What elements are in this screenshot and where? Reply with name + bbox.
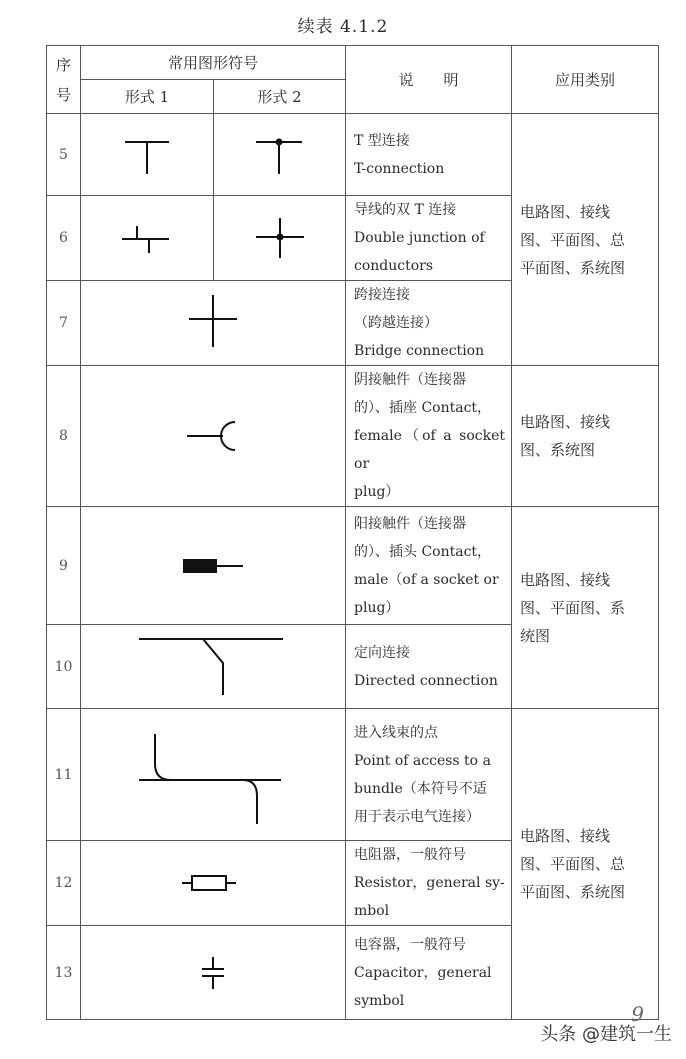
desc-header: 说 明 [346,46,512,114]
row-description: 进入线束的点 Point of access to a bundle（本符号不适 用于表示电气连接） [346,709,512,841]
row-description: 导线的双 T 连接 Double junction of conductors [346,196,512,281]
table-row [47,709,659,841]
symbols-header: 常用图形符号 [81,46,346,80]
double-junction-dot-icon [214,196,346,281]
form1-header: 形式 1 [81,80,214,114]
row-number: 6 [47,196,81,281]
category-header: 应用类别 [512,46,659,114]
row-description: 阴接触件（连接器 的）、插座 Contact， female（of a socket or plug） [346,366,512,507]
bundle-access-icon [81,709,346,841]
symbol-table [46,45,659,1020]
header-row-1 [47,46,659,80]
table-row [47,366,659,507]
row-number: 10 [47,625,81,709]
bridge-connection-icon [81,281,346,366]
row-number: 9 [47,507,81,625]
row-number: 5 [47,114,81,196]
category-cell: 电路图、接线 图、平面图、总 平面图、系统图 [512,114,659,366]
watermark: 头条 @建筑一生 [540,1024,672,1045]
row-description: 跨接连接 （跨越连接） Bridge connection [346,281,512,366]
double-junction-icon [81,196,214,281]
row-number: 13 [47,926,81,1020]
row-description: 阳接触件（连接器 的）、插头 Contact， male（of a socket or plug） [346,507,512,625]
seq-header: 序 号 [47,46,81,114]
row-number: 12 [47,841,81,926]
row-description: 定向连接 Directed connection [346,625,512,709]
row-description: T 型连接 T-connection [346,114,512,196]
resistor-icon [81,841,346,926]
table-row [47,507,659,625]
directed-connection-icon [81,625,346,709]
category-cell: 电路图、接线 图、平面图、总 平面图、系统图 [512,709,659,1020]
row-number: 8 [47,366,81,507]
row-number: 11 [47,709,81,841]
capacitor-icon [81,926,346,1020]
table-row [47,114,659,196]
male-contact-icon [81,507,346,625]
row-description: 电容器，一般符号 Capacitor，general symbol [346,926,512,1020]
t-connection-dot-icon [214,114,346,196]
row-description: 电阻器，一般符号 Resistor，general sy- mbol [346,841,512,926]
form2-header: 形式 2 [214,80,346,114]
t-connection-icon [81,114,214,196]
table-title: 续表 4.1.2 [297,17,389,37]
category-cell: 电路图、接线 图、系统图 [512,366,659,507]
category-cell: 电路图、接线 图、平面图、系 统图 [512,507,659,709]
row-number: 7 [47,281,81,366]
female-contact-icon [81,366,346,507]
page-number: 9 [631,1002,644,1026]
